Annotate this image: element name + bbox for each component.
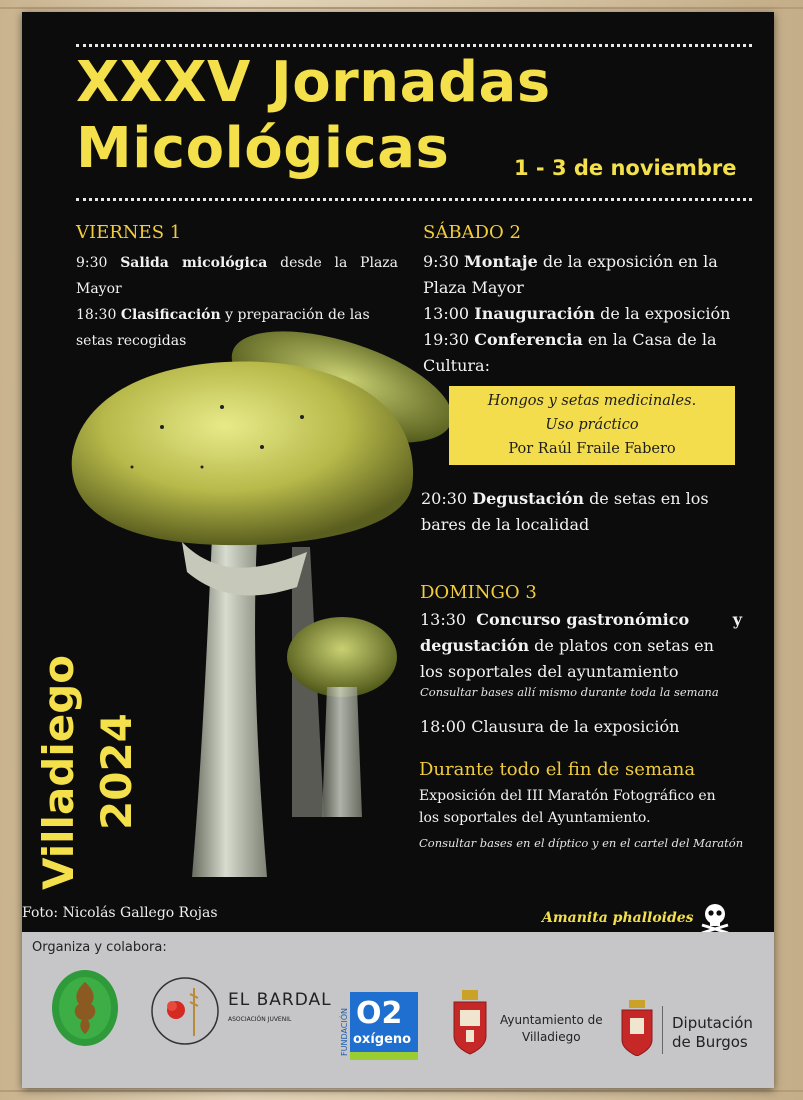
schedule-line [423, 327, 743, 353]
diputacion-name [672, 1014, 753, 1052]
activity: Salida micológica [120, 255, 268, 271]
conference-speaker: Por Raúl Fraile Fabero [508, 441, 676, 457]
schedule-line [76, 250, 398, 302]
poster [22, 12, 774, 1088]
oxigeno-name: oxígeno [353, 1032, 412, 1047]
schedule-line [421, 486, 743, 512]
diputacion-line: Diputación [672, 1014, 753, 1032]
conference-subtitle: Uso práctico [545, 417, 639, 433]
schedule-line [423, 301, 743, 327]
bardal-subtitle: ASOCIACIÓN JUVENIL [228, 1016, 292, 1023]
bardal-name: EL BARDAL [228, 990, 332, 1010]
schedule-line: setas recogidas [76, 333, 187, 349]
year-vertical: 2024 [92, 713, 141, 830]
schedule-line [420, 607, 742, 633]
detail: en la Casa de la [587, 330, 717, 349]
schedule-line: bares de la localidad [421, 515, 590, 534]
time: 20:30 [421, 489, 468, 508]
location-vertical: Villadiego [34, 654, 83, 890]
domingo-note: Consultar bases allí mismo durante toda la semana [420, 685, 719, 699]
photo-credit: Foto: Nicolás Gallego Rojas [22, 905, 218, 921]
sabado-schedule [423, 249, 743, 379]
weekend-line: Exposición del III Maratón Fotográfico en [419, 788, 716, 804]
activity: degustación [420, 636, 530, 655]
fundacion-label: FUNDACIÓN [340, 1007, 349, 1056]
time: 13:00 [423, 304, 470, 323]
oxigeno-stripe [350, 1052, 418, 1060]
species-name: Amanita phalloides [542, 910, 694, 926]
time: 13:30 [420, 610, 467, 629]
viernes-schedule [76, 250, 398, 354]
activity: Degustación [472, 489, 584, 508]
poster-title [76, 50, 551, 182]
conference-box [449, 386, 735, 465]
weekend-text [419, 785, 743, 829]
activity: Concurso gastronómico [476, 610, 690, 629]
weekend-heading: Durante todo el fin de semana [419, 759, 696, 780]
villadiego-coat-of-arms [450, 988, 490, 1058]
fundacion-side [340, 990, 348, 1060]
schedule-line: los soportales del ayuntamiento [420, 662, 679, 681]
ayuntamiento-line: Villadiego [522, 1030, 581, 1044]
activity: Inauguración [474, 304, 596, 323]
organiza-label: Organiza y colabora: [32, 940, 167, 955]
detail: y preparación de las [225, 307, 370, 323]
closing-line: 18:00 Clausura de la exposición [420, 717, 680, 736]
time: 19:30 [423, 330, 470, 349]
schedule-line-start [420, 607, 689, 633]
ayuntamiento-line: Ayuntamiento de [500, 1013, 603, 1027]
day-heading-domingo: DOMINGO 3 [420, 582, 537, 603]
ayuntamiento-name [500, 1012, 603, 1046]
title-line-1: XXXV Jornadas [76, 50, 551, 115]
detail: de setas en los [589, 489, 709, 508]
oak-leaf-logo [50, 968, 120, 1048]
wall-seam [0, 1090, 803, 1092]
wall-seam [0, 7, 803, 9]
oxigeno-o2: O2 [356, 996, 403, 1031]
schedule-line [76, 302, 398, 328]
day-heading-viernes: VIERNES 1 [76, 222, 182, 243]
schedule-line [423, 249, 743, 275]
detail: de la exposición en la [542, 252, 718, 271]
sponsors-footer [22, 932, 774, 1088]
skull-icon [698, 901, 732, 935]
dipu-divider [662, 1006, 663, 1054]
time: 9:30 [76, 255, 108, 271]
conference-title: Hongos y setas medicinales. [487, 393, 697, 409]
time: 18:30 [76, 307, 117, 323]
sabado-evening [421, 486, 743, 538]
activity: Conferencia [474, 330, 583, 349]
el-bardal-logo [150, 976, 220, 1046]
burgos-coat-of-arms [620, 1000, 654, 1056]
detail: de la exposición [600, 304, 731, 323]
weekend-line: los soportales del Ayuntamiento. [419, 810, 651, 826]
diputacion-line: de Burgos [672, 1033, 748, 1051]
detail: desde la Plaza Mayor [76, 255, 399, 297]
domingo-schedule [420, 607, 742, 685]
dotted-divider [76, 198, 752, 201]
dotted-divider [76, 44, 752, 47]
weekend-note: Consultar bases en el díptico y en el cartel del Maratón [419, 836, 744, 850]
schedule-line: Cultura: [423, 356, 490, 375]
activity: Clasificación [120, 307, 221, 323]
day-heading-sabado: SÁBADO 2 [423, 222, 521, 243]
time: 9:30 [423, 252, 459, 271]
schedule-line [420, 633, 742, 659]
event-dates: 1 - 3 de noviembre [514, 156, 737, 180]
activity: Montaje [464, 252, 538, 271]
schedule-line: Plaza Mayor [423, 278, 524, 297]
detail: de platos con setas en [534, 636, 714, 655]
title-line-2: Micológicas [76, 116, 450, 181]
detail: y [732, 610, 742, 629]
oxigeno-logo [350, 992, 418, 1060]
